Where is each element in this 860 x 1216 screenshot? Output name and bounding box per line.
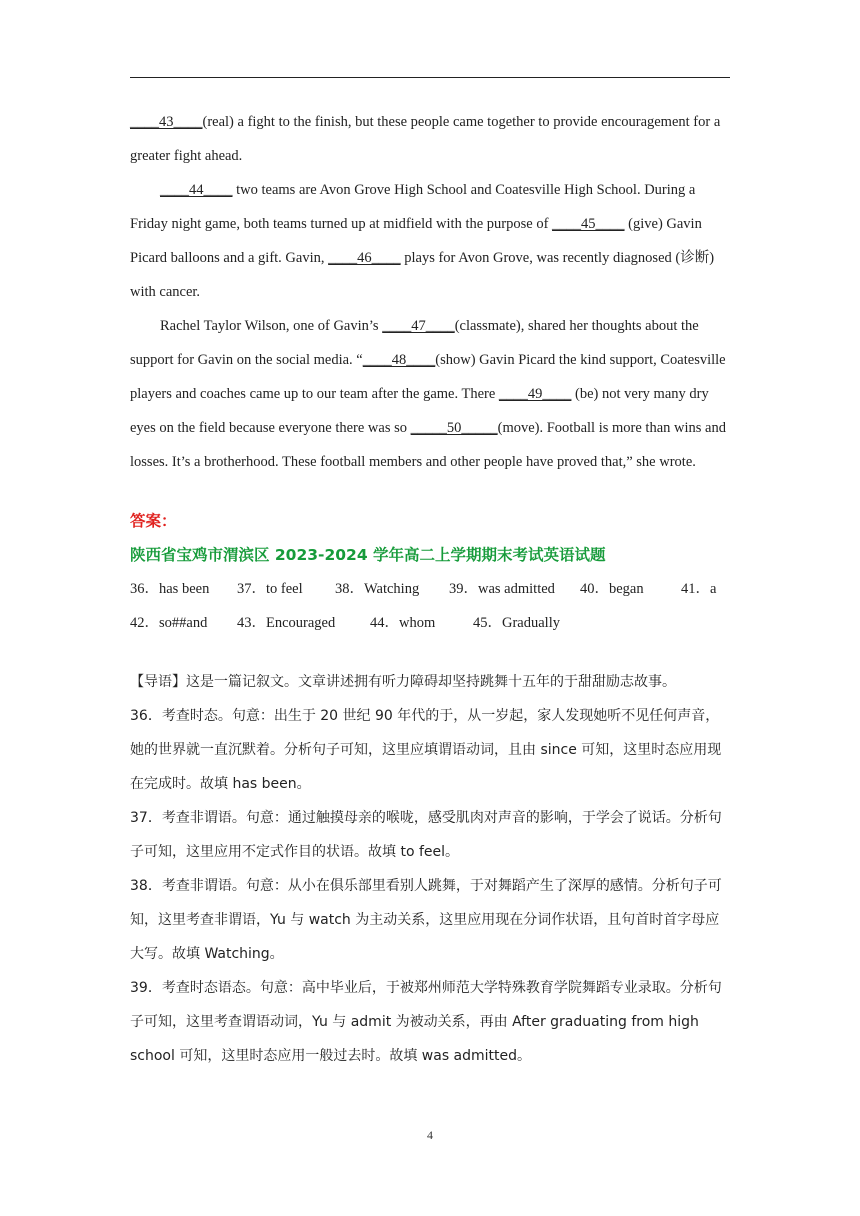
explanation-37: 37．考查非谓语。句意：通过触摸母亲的喉咙，感受肌肉对声音的影响，于学会了说话。分析句子可知，这里应用不定式作目的状语。故填 to feel。: [130, 810, 722, 860]
answer-row-1: [130, 572, 730, 606]
answer-37: 37．to feel: [237, 581, 303, 597]
passage-paragraph-3: [130, 309, 730, 479]
blank-50: _____50_____: [410, 420, 498, 436]
passage-paragraph-1: [130, 105, 730, 173]
blank-49: ____49____: [498, 386, 572, 402]
blank-46: ____46____: [328, 250, 401, 266]
answer-43: 43．Encouraged: [237, 615, 336, 631]
passage-text: plays for Avon Grove, was recently diagnosed (诊断) with cancer.: [130, 250, 715, 300]
spacer: [130, 640, 730, 665]
explanation-36: 36．考查时态。句意：出生于 20 世纪 90 年代的于，从一岁起，家人发现她听不见任何声音，她的世界就一直沉默着。分析句子可知，这里应填谓语动词，且由 since 可知，这里时态应用现在完成时。故填 has been。: [130, 708, 722, 792]
explanation-intro: 【导语】这是一篇记叙文。文章讲述拥有听力障碍却坚持跳舞十五年的于甜甜励志故事。: [130, 674, 676, 690]
answer-45: 45．Gradually: [473, 615, 560, 631]
answer-38: 38．Watching: [335, 581, 420, 597]
answer-label: 答案：: [130, 512, 177, 530]
passage-text: (show) Gavin Picard the kind support, Coatesville players and coaches came up to our team after the game. There: [130, 352, 726, 402]
answer-42: 42．so##and: [130, 615, 208, 631]
passage-text: (move). Football is more than wins and losses. It’s a brotherhood. These football members and other people have proved that,” she wrote.: [130, 420, 726, 470]
passage-text: (real) a fight to the finish, but these people came together to provide encouragement for a greater fight ahead.: [130, 114, 721, 164]
answer-row-2: [130, 606, 730, 640]
blank-48: ____48____: [362, 352, 436, 368]
answer-40: 40．began: [580, 581, 644, 597]
blank-44: ____44____: [160, 182, 233, 198]
answer-41: 41．a: [681, 581, 717, 597]
explanation-39: 39．考查时态语态。句意：高中毕业后，于被郑州师范大学特殊教育学院舞蹈专业录取。分析句子可知，这里考查谓语动词，Yu 与 admit 为被动关系，再由 After graduating from high school 可知，这里时态应用一般过去时。故填 was admitted。: [130, 980, 722, 1064]
passage-text: (be) not very many dry eyes on the field because everyone there was so: [130, 386, 709, 436]
blank-47: ____47____: [382, 318, 455, 334]
answer-36: 36．has been: [130, 581, 210, 597]
passage-paragraph-2: [130, 173, 730, 309]
passage-text: Rachel Taylor Wilson, one of Gavin’s: [160, 318, 383, 334]
answer-44: 44．whom: [370, 615, 436, 631]
passage-text: (give) Gavin Picard balloons and a gift. Gavin,: [130, 216, 702, 266]
header-rule: [130, 77, 730, 78]
answer-39: 39．was admitted: [449, 581, 555, 597]
blank-43: ____43____: [130, 114, 203, 130]
page-content: [130, 105, 730, 1073]
passage-text: (classmate), shared her thoughts about the support for Gavin on the social media. “: [130, 318, 699, 368]
explanation-38: 38．考查非谓语。句意：从小在俱乐部里看别人跳舞，于对舞蹈产生了深厚的感情。分析句子可知，这里考查非谓语，Yu 与 watch 为主动关系，这里应用现在分词作状语，且句首时首字母应大写。故填 Watching。: [130, 878, 722, 962]
blank-45: ____45____: [552, 216, 625, 232]
source-title: 陕西省宝鸡市渭滨区 2023-2024 学年高二上学期期末考试英语试题: [130, 546, 606, 564]
page-number: 4: [427, 1128, 433, 1142]
passage-text: two teams are Avon Grove High School and Coatesville High School. During a Friday night game, both teams turned up at midfield with the purpose of: [130, 182, 696, 232]
